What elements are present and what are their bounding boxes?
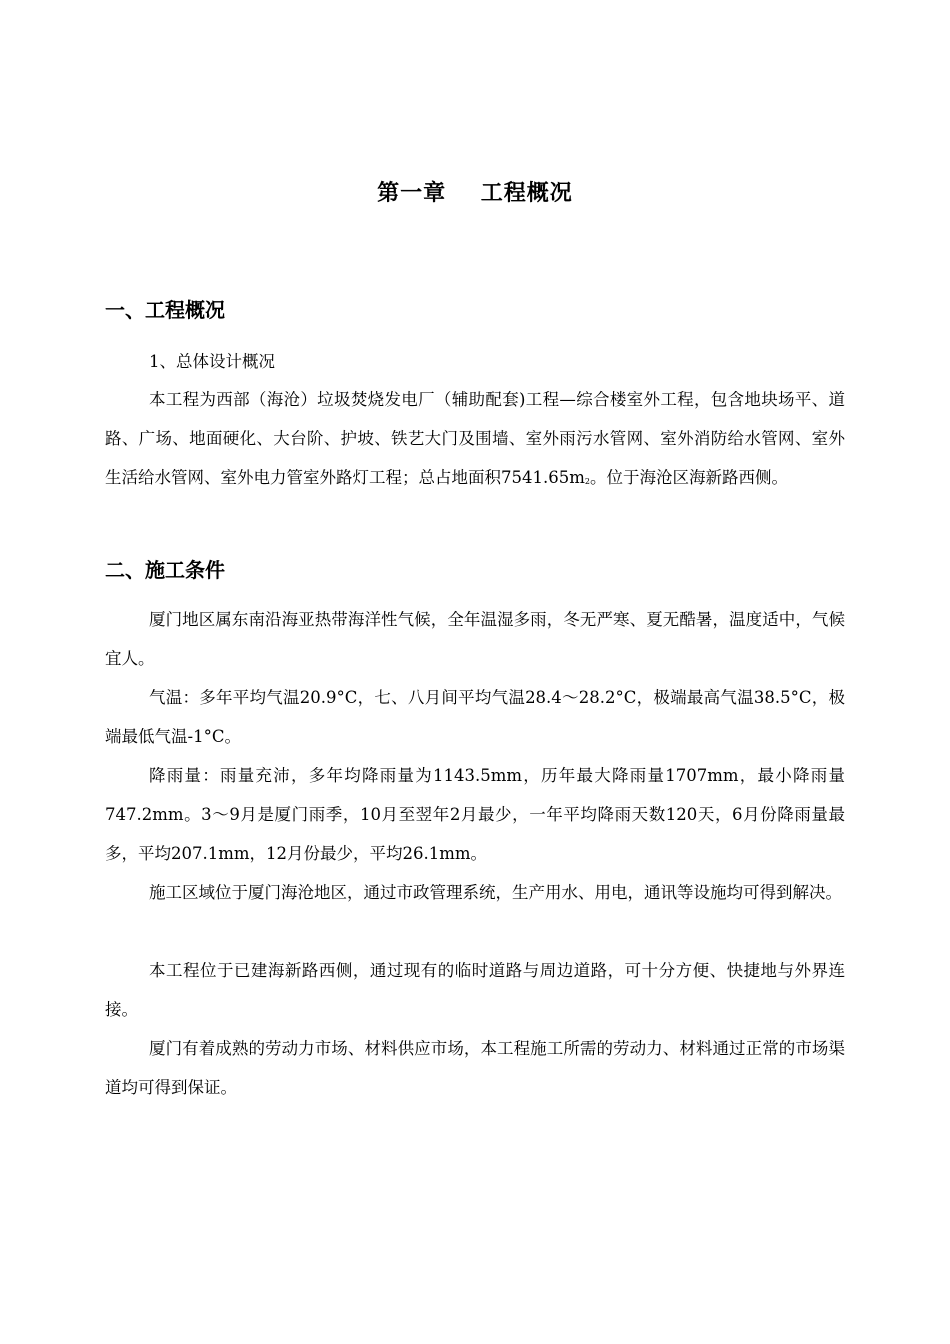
chapter-title: 第一章 工程概况	[377, 181, 573, 206]
paragraph-rainfall: 降雨量：雨量充沛，多年均降雨量为1143.5mm，历年最大降雨量1707mm，最小降雨量747.2mm。3～9月是厦门雨季，10月至翌年2月最少，一年平均降雨天数120天，6月份降雨量最多，平均207.1mm，12月份最少，平均26.1mm。	[105, 766, 845, 863]
paragraph-project-overview-main: 本工程为西部（海沧）垃圾焚烧发电厂（辅助配套)工程—综合楼室外工程，包含地块场平、道路、广场、地面硬化、大台阶、护坡、铁艺大门及围墙、室外雨污水管网、室外消防给水管网、室外生活给水管网、室外电力管室外路灯工程；总占地面积7541.65m	[105, 390, 845, 487]
paragraph-access: 本工程位于已建海新路西侧，通过现有的临时道路与周边道路，可十分方便、快捷地与外界连接。	[105, 961, 845, 1019]
subheading-design-overview: 1、总体设计概况	[149, 352, 275, 371]
section-heading-conditions: 二、施工条件	[105, 558, 225, 582]
paragraph-temperature: 气温：多年平均气温20.9°C，七、八月间平均气温28.4～28.2°C，极端最高气温38.5°C，极端最低气温-1°C。	[105, 688, 845, 746]
paragraph-project-overview-tail: 。位于海沧区海新路西侧。	[589, 468, 788, 487]
paragraph-climate: 厦门地区属东南沿海亚热带海洋性气候，全年温湿多雨，冬无严寒、夏无酷暑，温度适中，气候宜人。	[105, 610, 845, 668]
paragraph-utilities: 施工区域位于厦门海沧地区，通过市政管理系统，生产用水、用电，通讯等设施均可得到解决。	[149, 883, 842, 902]
section-heading-overview: 一、工程概况	[105, 298, 225, 322]
area-unit-superscript: 2	[584, 477, 590, 486]
paragraph-labor-materials: 厦门有着成熟的劳动力市场、材料供应市场，本工程施工所需的劳动力、材料通过正常的市场渠道均可得到保证。	[105, 1039, 845, 1097]
paragraph-project-overview	[105, 380, 845, 497]
